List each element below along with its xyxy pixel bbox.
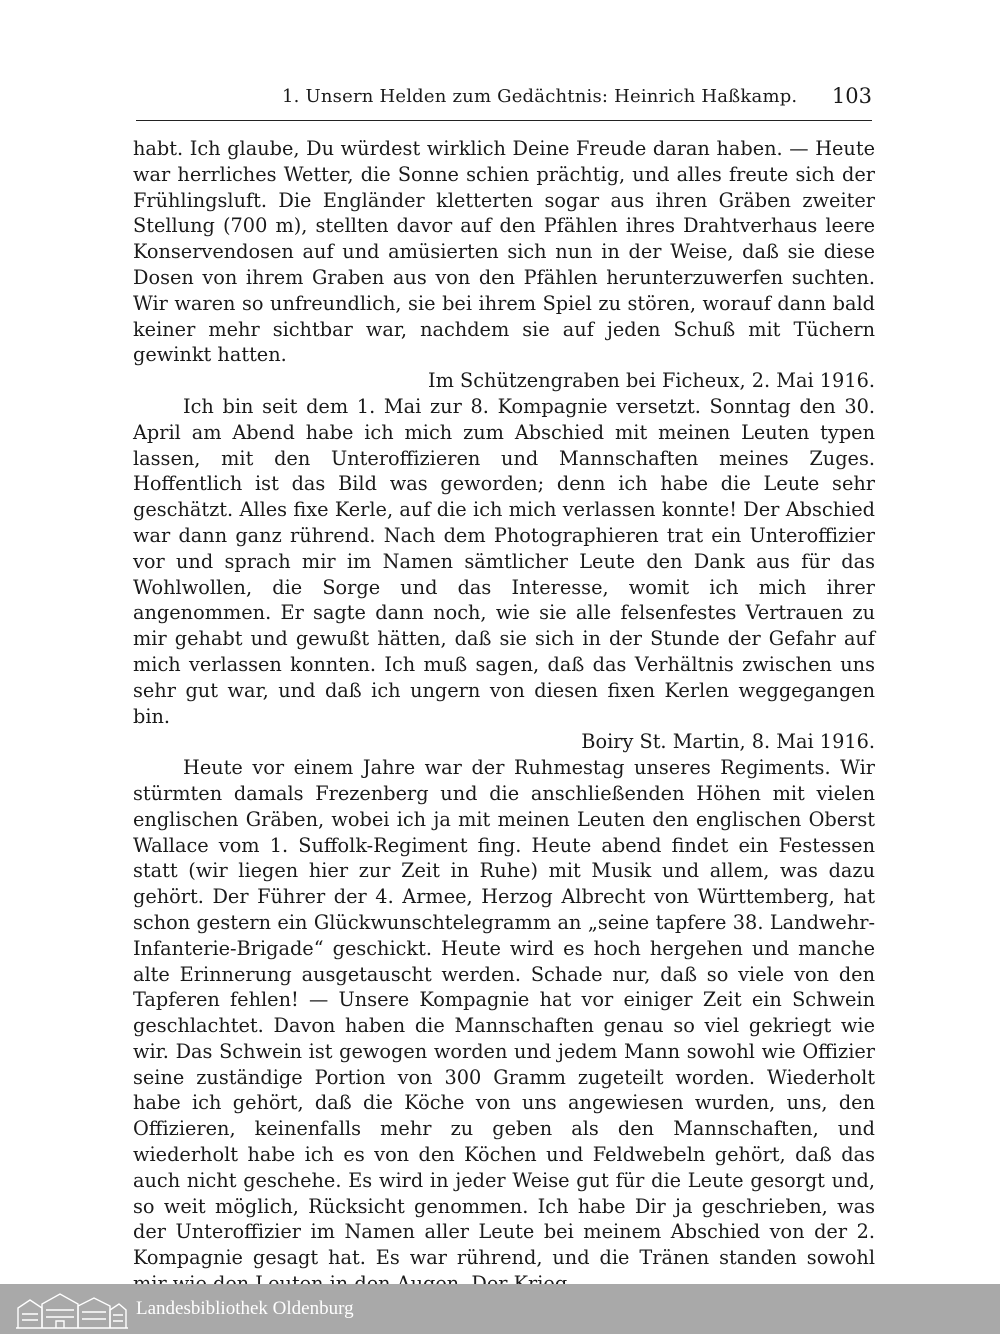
page-number: 103	[831, 84, 872, 108]
running-header	[136, 86, 872, 120]
library-building-icon	[16, 1290, 128, 1330]
running-title: 1. Unsern Helden zum Gedächtnis: Heinrich Haßkamp.	[282, 86, 798, 107]
dateline-ficheux: Im Schützengraben bei Ficheux, 2. Mai 1916.	[428, 369, 875, 393]
dateline-boiry: Boiry St. Martin, 8. Mai 1916.	[581, 730, 875, 754]
header-rule	[136, 120, 872, 121]
paragraph-letter-continuation: habt. Ich glaube, Du würdest wirklich Deine Freude daran haben. — Heute war herrliches Wetter, die Sonne schien prächtig, und alles freute sich der Frühlingsluft. Die Engländer kletterten sogar aus ihren Gräben zweiter Stellung (700 m), stellten davor auf den Pfählen ihres Drahtverhaus leere Konservendosen auf und amüsierten sich nun in der Weise, daß sie diese Dosen von ihrem Graben aus von den Pfählen herunterzuwerfen suchten. Wir waren so unfreundlich, sie bei ihrem Spiel zu stören, worauf dann bald keiner mehr sichtbar war, nachdem sie auf jeden Schuß mit Tüchern gewinkt hatten.	[133, 137, 875, 367]
library-name: Landesbibliothek Oldenburg	[136, 1298, 354, 1319]
paragraph-regiment-anniversary: Heute vor einem Jahre war der Ruhmestag unseres Regiments. Wir stürmten damals Frezenberg und die anschließenden Höhen mit vielen englischen Gräben, wobei ich ja mit meinen Leuten den englischen Oberst Wallace vom 1. Suffolk-Regiment fing. Heute abend findet ein Festessen statt (wir liegen hier zur Zeit in Ruhe) mit Musik und allem, was dazu gehört. Der Führer der 4. Armee, Herzog Albrecht von Württemberg, hat schon gestern ein Glückwunschtelegramm an „seine tapfere 38. Landwehr-Infanterie-Brigade“ geschickt. Heute wird es hoch hergehen und manche alte Erinnerung ausgetauscht werden. Schade nur, daß so viele von den Tapferen fehlen! — Unsere Kompagnie hat vor einiger Zeit ein Schwein geschlachtet. Davon haben die Mannschaften genau so viel gekriegt wie wir. Das Schwein ist gewogen worden und jedem Mann sowohl wie Offizier seine zuständige Portion von 300 Gramm zugeteilt worden. Wiederholt habe ich gehört, daß die Köche von uns angewiesen wurden, uns, den Offizieren, keinenfalls mehr zu geben als den Mannschaften, und wiederholt habe ich es von den Köchen und Feldwebeln gehört, daß das auch nicht geschehe. Es wird in jeder Weise gut für die Leute gesorgt und, so weit möglich, Rücksicht genommen. Ich habe Dir ja geschrieben, was der Unteroffizier im Namen aller Leute bei meinem Abschied von der 2. Kompagnie gesagt hat. Es war rührend, und die Tränen standen sowohl	[133, 756, 875, 1270]
library-footer-bar	[0, 1284, 1000, 1334]
page-body	[133, 136, 875, 1297]
paragraph-company-transfer: Ich bin seit dem 1. Mai zur 8. Kompagnie versetzt. Sonntag den 30. April am Abend habe ich mich zum Abschied mit meinen Leuten typen lassen, mit den Unteroffizieren und Mannschaften meines Zuges. Hoffentlich ist das Bild was geworden; denn ich habe die Leute sehr geschätzt. Alles fixe Kerle, auf die ich mich verlassen konnte! Der Abschied war dann ganz rührend. Nach dem Photographieren trat ein Unteroffizier vor und sprach mir im Namen sämtlicher Leute den Dank aus für das Wohlwollen, die Sorge und das Interesse, womit ich mich ihrer angenommen. Er sagte dann noch, wie sie alle felsenfestes Vertrauen zu mir gehabt und gewußt hätten, daß sie sich in der Stunde der Gefahr auf mich verlassen konnten. Ich muß sagen, daß das Verhältnis zwischen uns sehr gut war, und daß ich ungern von diesen fixen Kerlen weggegangen bin.	[133, 394, 875, 728]
